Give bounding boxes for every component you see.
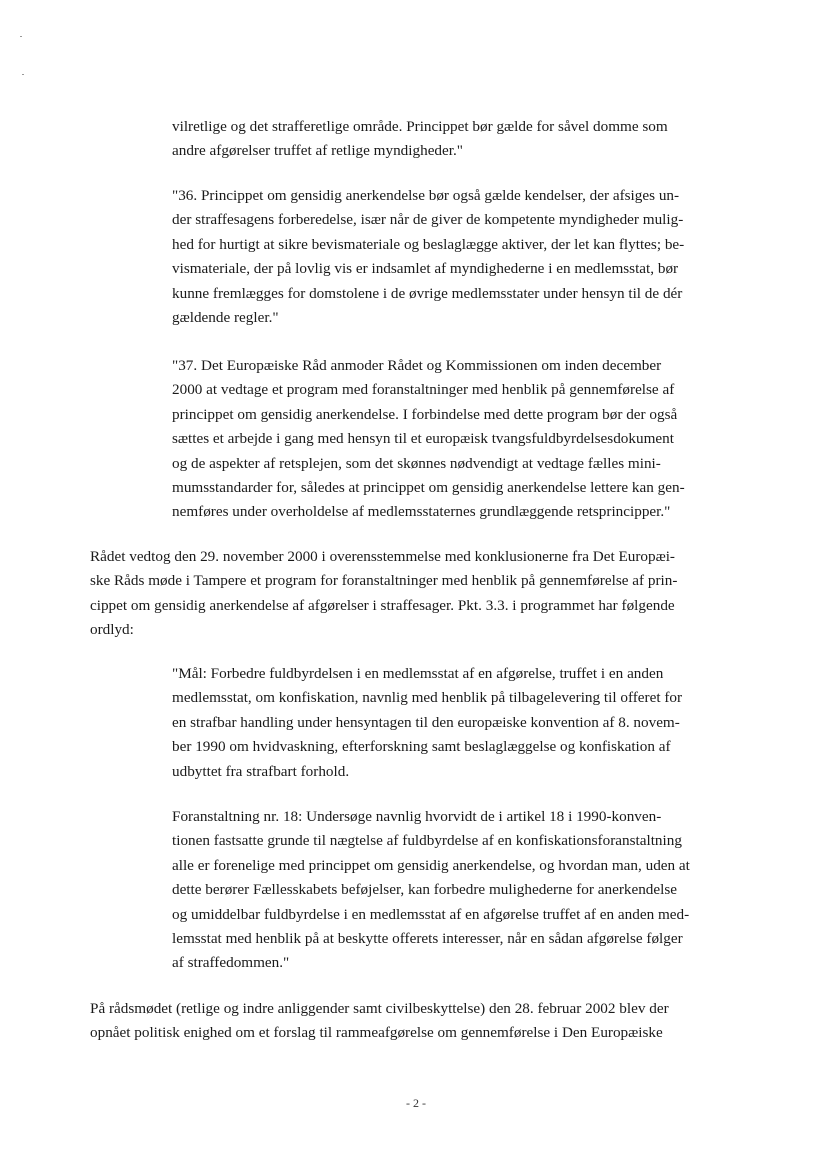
- body-paragraph-council: Rådet vedtog den 29. november 2000 i overensstemmelse med konklusionerne fra Det Europæi- ske Råds møde i Tampere et program for foranstaltninger med henblik på gennemførelse af prin- cippet om gensidig anerkendelse af afgørelser i straffesager. Pkt. 3.3. i programmet har følgende ordlyd:: [90, 548, 678, 639]
- quote-continuation: vilretlige og det strafferetlige område. Princippet bør gælde for såvel domme som andre afgørelser truffet af retlige myndigheder.": [172, 118, 668, 160]
- quote-paragraph-goal: "Mål: Forbedre fuldbyrdelsen i en medlemsstat af en afgørelse, truffet i en anden medlemsstat, om konfiskation, navnlig med henblik på tilbagelevering til offeret for en strafbar handling under hensyntagen til den europæiske konvention af 8. novem- ber 1990 om hvidvaskning, efterforskning samt beslaglæggelse og konfiskation af udbyttet fra strafbart forhold.: [172, 665, 683, 780]
- quote-paragraph-36: "36. Princippet om gensidig anerkendelse bør også gælde kendelser, der afsiges un- der straffesagens forberedelse, især når de giver de kompetente myndigheder mulig- hed for hurtigt at sikre bevismateriale og beslaglægge aktiver, der let kan flyttes; be- vismateriale, der på lovlig vis er indsamlet af myndighederne i en medlemsstat, bør kunne fremlægges for domstolene i de øvrige medlemsstater under hensyn til de dér gældende regler.": [172, 187, 685, 327]
- page-number: - 2 -: [406, 1096, 426, 1110]
- body-paragraph-feb-2002: På rådsmødet (retlige og indre anliggender samt civilbeskyttelse) den 28. februar 2002 blev der opnået politisk enighed om et forslag til rammeafgørelse om gennemførelse i Den Europæiske: [90, 1000, 669, 1042]
- quote-paragraph-37: "37. Det Europæiske Råd anmoder Rådet og Kommissionen om inden december 2000 at vedtage et program med foranstaltninger med henblik på gennemførelse af princippet om gensidig anerkendelse. I forbindelse med dette program bør der også sættes et arbejde i gang med hensyn til et europæisk tvangsfuldbyrdelsesdokument og de aspekter af retsplejen, som det skønnes nødvendigt at vedtage fælles mini- mumsstandarder for, således at princippet om gensidig anerkendelse lettere kan gen- nemføres under overholdelse af medlemsstaternes grundlæggende retsprincipper.": [172, 357, 685, 521]
- scan-speck: [20, 36, 22, 37]
- scan-speck: [22, 74, 24, 75]
- quote-paragraph-measure-18: Foranstaltning nr. 18: Undersøge navnlig hvorvidt de i artikel 18 i 1990-konven- tionen fastsatte grunde til nægtelse af fuldbyrdelse af en konfiskationsforanstaltning alle er forenelige med princippet om gensidig anerkendelse, og hvordan man, uden at dette berører Fællesskabets beføjelser, kan forbedre mulighederne for anerkendelse og umiddelbar fuldbyrdelse i en medlemsstat af en afgørelse truffet af en anden med- lemsstat med henblik på at beskytte offerets interesser, når en sådan afgørelse følger af straffedommen.": [172, 808, 690, 972]
